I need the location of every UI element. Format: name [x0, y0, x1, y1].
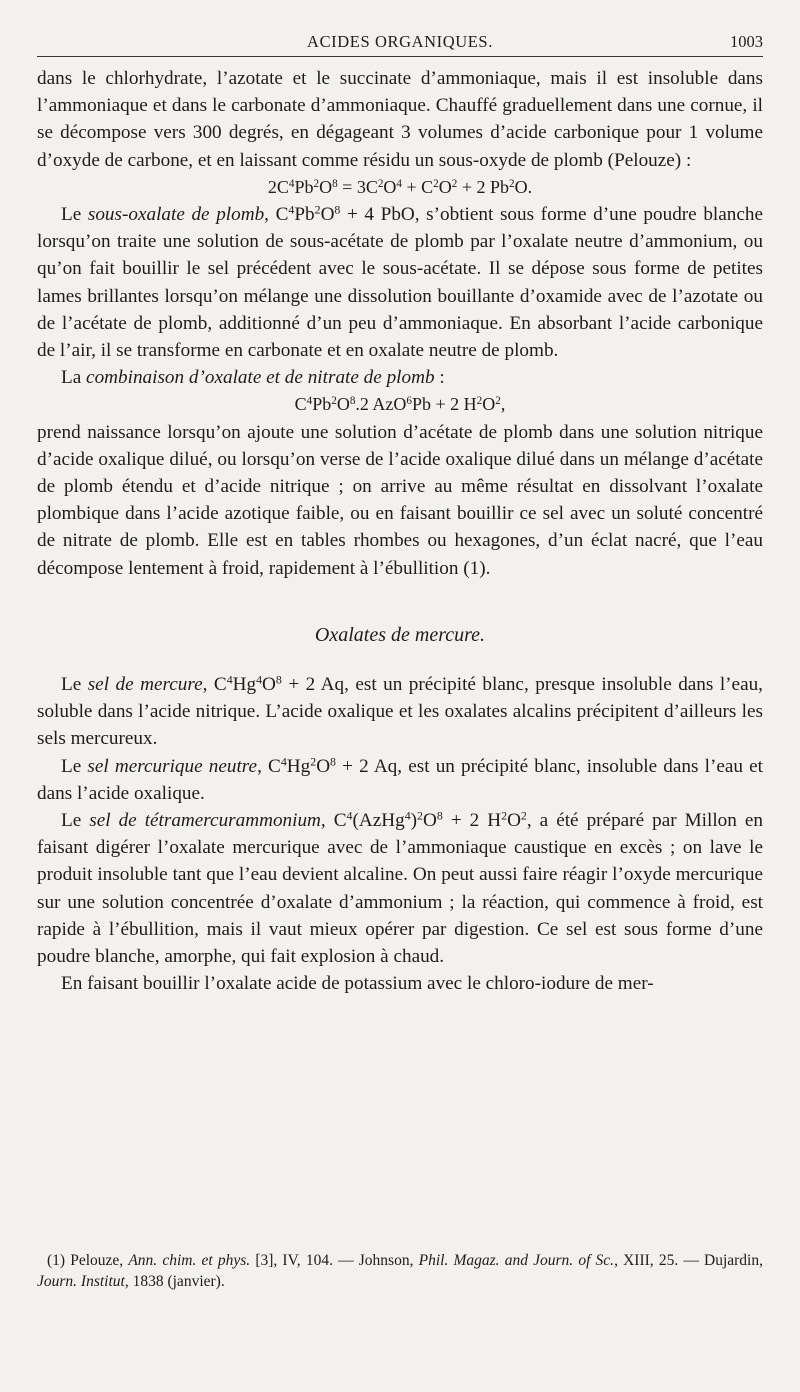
page-number: 1003 — [730, 32, 763, 51]
footnote-1: (1) Pelouze, Ann. chim. et phys. [3], IV, 104. — Johnson, Phil. Magaz. and Journ. of Sc., XIII, 25. — Dujardin, Journ. Institut, 1838 (janvier). — [37, 1252, 763, 1290]
paragraph-4: prend naissance lorsqu’on ajoute une solution d’acétate de plomb dans une solution nitrique d’acide oxalique dilué, ou lorsqu’on verse de l’acide oxalique dilué dans un mélange d’acétate de plomb étendu et d’acide nitrique ; on arrive au même résultat en dissolvant l’oxalate plombique dans l’acide azotique faible, ou en faisant bouillir ce sel avec un soluté concentré de nitrate de plomb. Elle est en tables rhombes ou hexagones, d’un éclat nacré, que l’eau décompose lentement à froid, rapidement à l’ébullition (1). — [37, 421, 763, 579]
footnote-mark: (1) — [47, 1252, 66, 1269]
term-sous-oxalate: sous-oxalate de plomb — [87, 204, 265, 226]
paragraph-sel-mercure: Le sel de mercure, $C^4Hg^4O^8 + 2$ Aq, est un précipité blanc, presque insoluble dans l’eau, soluble dans l’acide nitrique. L’acide oxalique et les oxalates alcalins précipitent d’ailleurs les sels mercureux. — [37, 672, 763, 750]
section-title: Oxalates de mercure. — [314, 623, 486, 646]
paragraph-combinaison: La combinaison d’oxalate et de nitrate de plomb : — [61, 367, 445, 389]
term-combinaison: combinaison d’oxalate et de nitrate de plomb — [86, 367, 435, 389]
paragraph-last: En faisant bouillir l’oxalate acide de potassium avec le chloro-iodure de mer- — [61, 973, 654, 995]
equation-lead-oxalate-decomposition: $2C^4Pb^2O^8 = 3C^2O^4 + C^2O^2 + 2$ Pb$^2$O. — [267, 176, 533, 197]
term-tetramercurammonium: sel de tétramercurammonium — [89, 810, 321, 832]
paragraph-tetramercurammonium: Le sel de tétramercurammonium, $C^4(AzHg^4)^2O^8 + 2$ $H^2O^2$, a été préparé par Millon en faisant digérer l’oxalate mercurique avec de l’ammoniaque caustique en excès ; on lave le produit insoluble tant que l’eau devient alcaline. On peut aussi faire réagir l’oxyde mercurique sur une solution concentrée d’oxalate d’ammonium ; la réaction, qui commence à froid, est rapide à l’ébullition, mais il vaut mieux opérer par digestion. Ce sel est sous forme d’une poudre blanche, amorphe, qui fait explosion à chaud. — [37, 808, 763, 968]
term-sel-mercurique: sel mercurique neutre — [87, 755, 258, 777]
paragraph-sel-mercurique: Le sel mercurique neutre, $C^4Hg^2O^8 + 2$ Aq, est un précipité blanc, insoluble dans l’eau et dans l’acide oxalique. — [37, 754, 763, 804]
paragraph-sous-oxalate: Le sous-oxalate de plomb, $C^4Pb^2O^8 + 4$ PbO, s’obtient sous forme d’une poudre blanche lorsqu’on traite une solution de sous-acétate de plomb par l’oxalate neutre d’ammonium, ou qu’on fait bouillir le sel précédent avec le sous-acétate. Il se dépose sous forme de petites lames brillantes lorsqu’on mélange une dissolution bouillante d’oxamide avec de l’azotate ou de l’acétate de plomb, additionné d’un peu d’ammoniaque. En absorbant l’acide carbonique de l’air, il se transforme en carbonate et en oxalate neutre de plomb. — [37, 202, 763, 362]
term-sel-mercure: sel de mercure — [87, 674, 203, 696]
page-body — [37, 65, 763, 998]
footnotes — [37, 1250, 763, 1292]
paragraph-1: dans le chlorhydrate, l’azotate et le succinate d’ammoniaque, mais il est insoluble dans l’ammoniaque et dans le carbonate d’ammoniaque. Chauffé graduellement dans une cornue, il se décompose vers 300 degrés, en dégageant 3 volumes d’acide carbonique pour 1 volume d’oxyde de carbone, et en laissant comme résidu un sous-oxyde de plomb (Pelouze) : — [37, 68, 763, 171]
running-title: ACIDES ORGANIQUES. — [307, 32, 493, 51]
page-header — [37, 32, 763, 56]
header-rule — [37, 56, 763, 57]
equation-oxalate-nitrate: $C^4Pb^2O^8.2$ AzO$^6$Pb + 2 $H^2O^2$, — [294, 394, 506, 415]
